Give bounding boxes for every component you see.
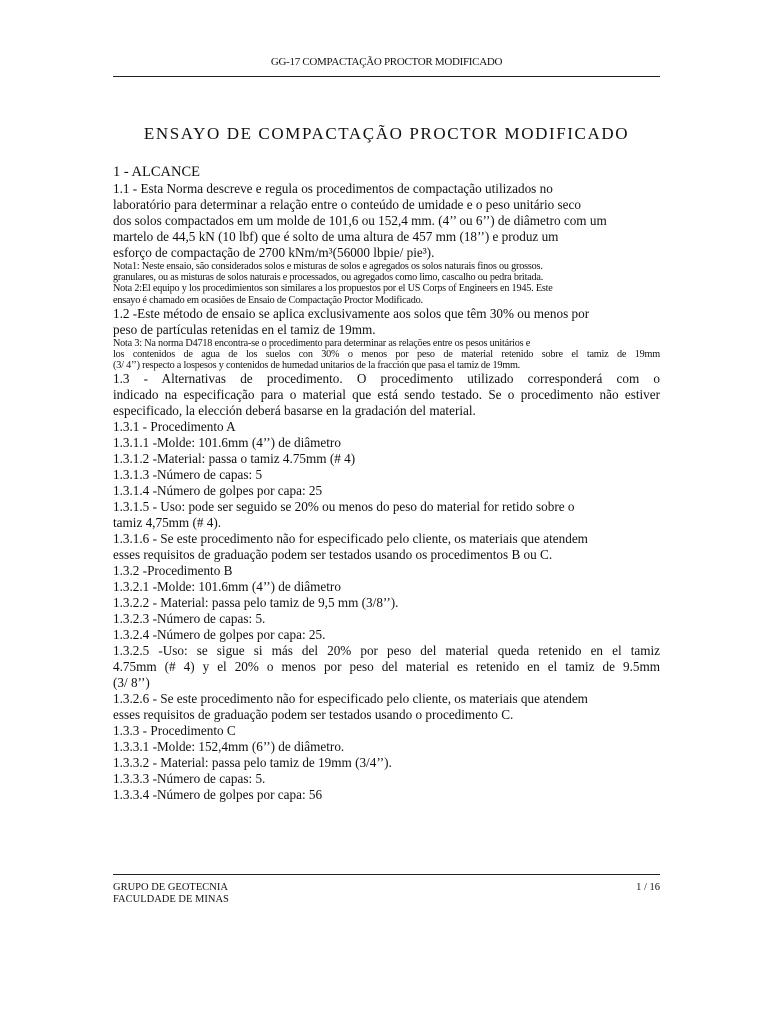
text-line: 1.3.1.6 - Se este procedimento não for especificado pelo cliente, os materiais que atendem: [113, 531, 588, 547]
text-line: 4.75mm (# 4) y el 20% o menos por peso del material es retenido en el tamiz de 9.5mm: [113, 659, 660, 675]
text-line: laboratório para determinar a relação entre o conteúdo de umidade e o peso unitário seco: [113, 197, 581, 212]
document-body: [113, 163, 660, 803]
note-line: (3/ 4’’) respecto a lospesos y contenidos de humedad unitarios de la fracción que pasa el tamiz de 19mm.: [113, 360, 521, 372]
text-line: 1.3.1 - Procedimento A: [113, 419, 236, 435]
note-line: los contenidos de agua de los suelos con 30% o menos por peso de material retenido sobre el tamiz de 19mm: [113, 348, 660, 360]
text-line: 1.3.3.1 -Molde: 152,4mm (6’’) de diâmetro.: [113, 739, 345, 755]
text-line: 1.3.3.4 -Número de golpes por capa: 56: [113, 787, 323, 803]
text-line: dos solos compactados em um molde de 101,6 ou 152,4 mm. (4’’ ou 6’’) de diâmetro com um: [113, 213, 607, 228]
text-line: martelo de 44,5 kN (10 lbf) que é solto de uma altura de 457 mm (18’’) e produz um: [113, 229, 559, 244]
text-line: 1.3.1.4 -Número de golpes por capa: 25: [113, 483, 323, 499]
page-number: 1 / 16: [636, 882, 660, 893]
section-heading: 1 - ALCANCE: [113, 164, 200, 180]
text-line: 1.3.2 -Procedimento B: [113, 563, 233, 579]
text-line: (3/ 8’’): [113, 675, 150, 691]
header-rule: [113, 76, 660, 77]
note-line: granulares, ou as misturas de solos naturais e processados, ou agregados como limo, cascalho ou pedra britada.: [113, 272, 544, 284]
note-line: Nota 3: Na norma D4718 encontra-se o procedimento para determinar as relações entre os pesos unitários e: [113, 337, 531, 349]
note-line: Nota1: Neste ensaio, são considerados solos e misturas de solos e agregados os solos naturais finos ou grossos.: [113, 261, 543, 272]
text-line: 1.3.3.2 - Material: passa pelo tamiz de 19mm (3/4’’).: [113, 755, 392, 771]
text-line: 1.3.2.1 -Molde: 101.6mm (4’’) de diâmetro: [113, 579, 341, 595]
text-line: 1.2 -Este método de ensaio se aplica exclusivamente aos solos que têm 30% ou menos por: [113, 305, 590, 321]
text-line: 1.3.1.3 -Número de capas: 5: [113, 467, 263, 483]
footer-faculty: FACULDADE DE MINAS: [113, 894, 229, 905]
text-line: 1.3.2.4 -Número de golpes por capa: 25.: [113, 627, 326, 643]
text-line: esforço de compactação de 2700 kNm/m³(56000 lbpie/ pie³).: [113, 245, 435, 260]
text-line: 1.3.3 - Procedimento C: [113, 723, 236, 739]
text-line: 1.1 - Esta Norma descreve e regula os procedimentos de compactação utilizados no: [113, 181, 553, 196]
text-line: 1.3.1.5 - Uso: pode ser seguido se 20% ou menos do peso do material for retido sobre o: [113, 499, 575, 515]
text-line: 1.3.2.2 - Material: passa pelo tamiz de 9,5 mm (3/8’’).: [113, 595, 399, 611]
text-line: especificado, la elección deberá basarse en la gradación del material.: [113, 403, 476, 419]
text-line: 1.3.1.2 -Material: passa o tamiz 4.75mm (# 4): [113, 451, 356, 467]
text-line: indicado na especificação para o material que está sendo testado. Se o procedimento não estiver: [113, 387, 660, 403]
text-line: 1.3.2.3 -Número de capas: 5.: [113, 611, 266, 627]
running-header: GG-17 COMPACTAÇÃO PROCTOR MODIFICADO: [270, 56, 503, 68]
text-line: 1.3.3.3 -Número de capas: 5.: [113, 771, 266, 787]
text-line: peso de partículas retenidas en el tamiz de 19mm.: [113, 321, 376, 337]
text-line: 1.3.1.1 -Molde: 101.6mm (4’’) de diâmetro: [113, 435, 341, 451]
text-line: esses requisitos de graduação podem ser testados usando os procedimentos B ou C.: [113, 547, 553, 563]
footer-rule: [113, 874, 660, 875]
footer-group: GRUPO DE GEOTECNIA: [113, 882, 228, 893]
note-line: Nota 2:El equipo y los procedimientos son similares a los propuestos por el US Corps of Engineers en 1945. Este: [113, 283, 553, 295]
text-line: 1.3.2.5 -Uso: se sigue si más del 20% por peso del material queda retenido en el tamiz: [113, 643, 660, 659]
text-line: tamiz 4,75mm (# 4).: [113, 515, 222, 531]
document-title: ENSAYO DE COMPACTAÇÃO PROCTOR MODIFICADO: [143, 124, 630, 143]
text-line: 1.3 - Alternativas de procedimento. O procedimento utilizado corresponderá com o: [113, 371, 660, 387]
text-line: 1.3.2.6 - Se este procedimento não for especificado pelo cliente, os materiais que atendem: [113, 691, 588, 707]
text-line: esses requisitos de graduação podem ser testados usando o procedimento C.: [113, 707, 514, 723]
footer-institution: [113, 882, 229, 906]
note-line: ensayo é chamado em ocasiões de Ensaio de Compactação Proctor Modificado.: [113, 294, 423, 306]
